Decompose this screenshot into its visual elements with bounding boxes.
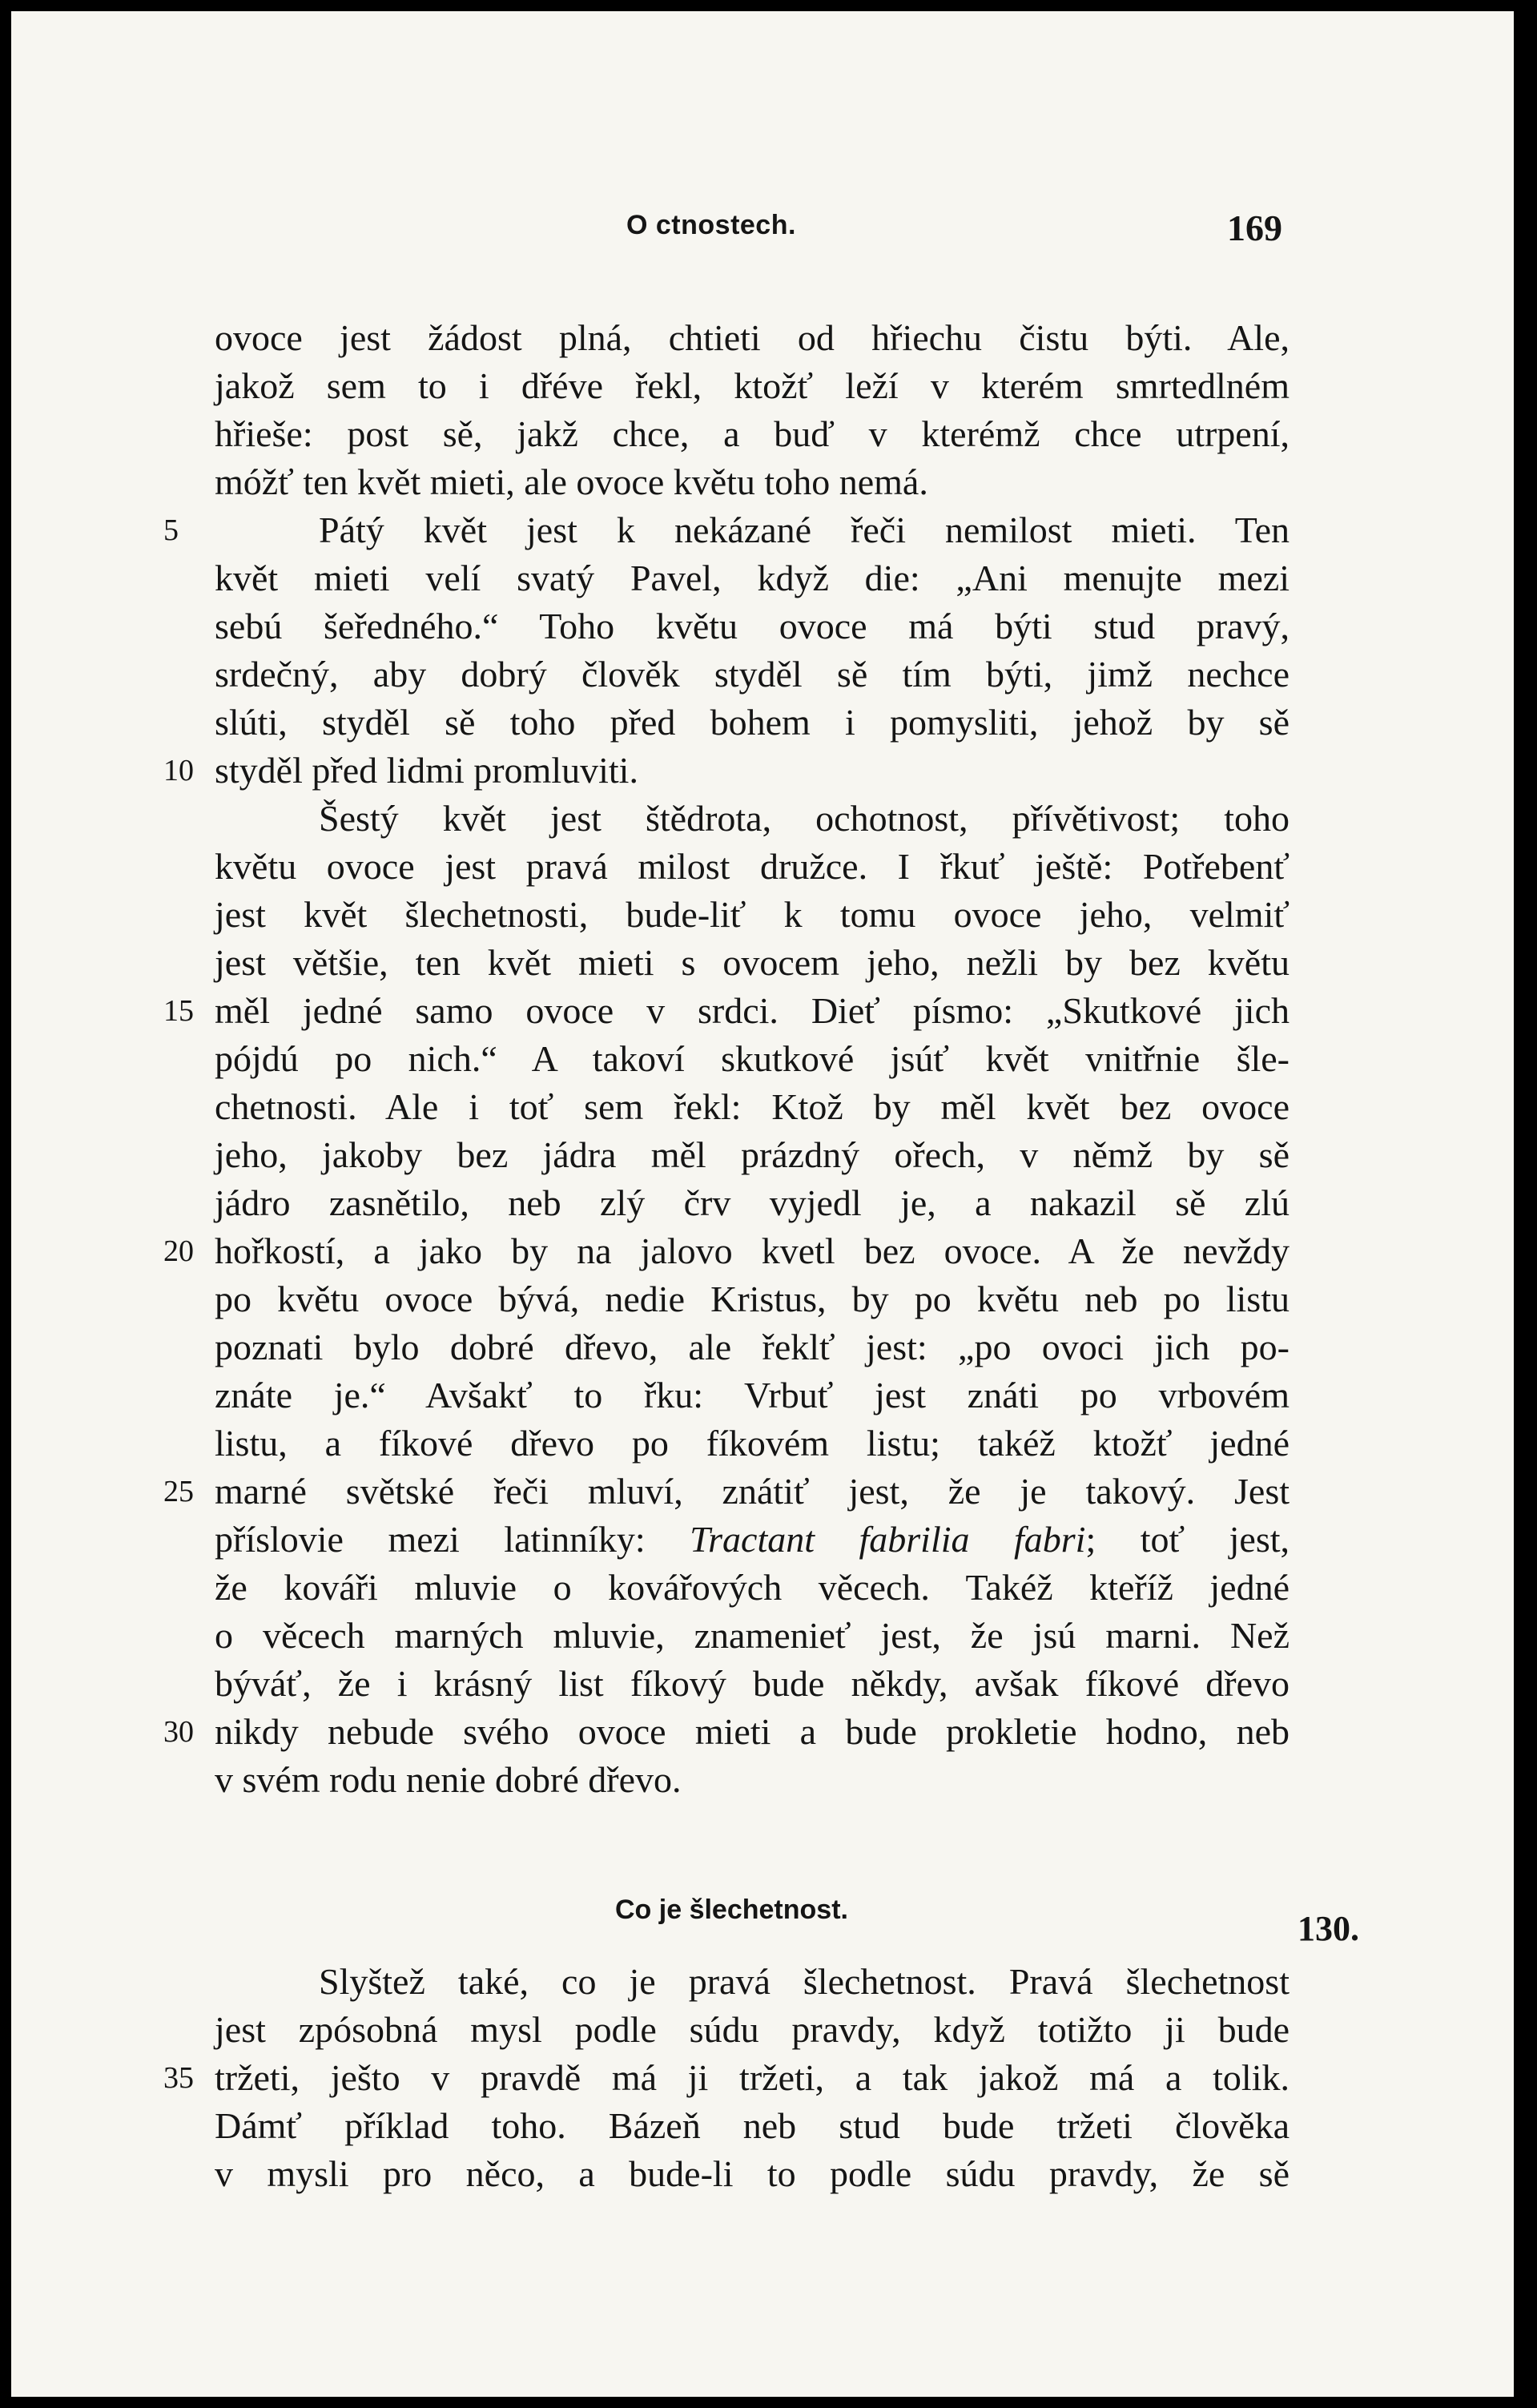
latin-proverb: Tractant fabrilia fabri	[690, 1519, 1086, 1560]
line-number: 25	[163, 1475, 194, 1508]
text-line: jakož sem to i dřéve řekl, ktožť leží v kterém smrtedlném	[215, 365, 1290, 406]
text-line: listu, a fíkové dřevo po fíkovém listu; takéž ktožť jedné	[215, 1423, 1290, 1464]
text-line: marné světské řeči mluví, znátiť jest, že je takový. Jest	[215, 1471, 1290, 1512]
line-number: 35	[163, 2061, 194, 2095]
text-line: chetnosti. Ale i toť sem řekl: Ktož by měl květ bez ovoce	[215, 1086, 1290, 1127]
text-line: Pátý květ jest k nekázané řeči nemilost mieti. Ten	[319, 509, 1290, 550]
section-number: 130.	[1298, 1909, 1359, 1948]
text-line: tržeti, ješto v pravdě má ji tržeti, a tak jakož má a tolik.	[215, 2057, 1290, 2098]
text-line: jest květ šlechetnosti, bude-liť k tomu ovoce jeho, velmiť	[215, 894, 1290, 935]
text-line: ovoce jest žádost plná, chtieti od hřiechu čistu býti. Ale,	[215, 317, 1290, 358]
running-head: O ctnostech.	[626, 210, 796, 240]
text-line: hřieše: post sě, jakž chce, a buď v kterémž chce utrpení,	[215, 413, 1290, 454]
text-line: srdečný, aby dobrý člověk styděl sě tím býti, jimž nechce	[215, 654, 1290, 695]
text-line: jádro zasnětilo, neb zlý črv vyjedl je, a nakazil sě zlú	[215, 1182, 1290, 1223]
page-number: 169	[1227, 207, 1282, 248]
text-line: v mysli pro něco, a bude-li to podle súdu pravdy, že sě	[215, 2153, 1290, 2194]
proverb-after: ; toť jest,	[1085, 1519, 1290, 1560]
text-line: o věcech marných mluvie, znamenieť jest, že jsú marni. Než	[215, 1615, 1290, 1656]
text-line: hořkostí, a jako by na jalovo kvetl bez ovoce. A že nevždy	[215, 1230, 1290, 1271]
text-line: jest většie, ten květ mieti s ovocem jeho, nežli by bez květu	[215, 942, 1290, 983]
text-line: že kováři mluvie o kovářových věcech. Takéž kteříž jedné	[215, 1567, 1290, 1608]
text-line: v svém rodu nenie dobré dřevo.	[215, 1759, 682, 1800]
text-line: měl jedné samo ovoce v srdci. Dieť písmo: „Skutkové jich	[215, 990, 1290, 1031]
line-number: 20	[163, 1234, 194, 1268]
text-line: Dámť příklad toho. Bázeň neb stud bude tržeti člověka	[215, 2105, 1290, 2146]
text-line: Šestý květ jest štědrota, ochotnost, přívětivost; toho	[319, 798, 1290, 839]
book-page	[11, 11, 1514, 2397]
text-line: Slyštež také, co je pravá šlechetnost. Pravá šlechetnost	[319, 1961, 1290, 2002]
line-number: 30	[163, 1715, 194, 1749]
line-number: 5	[163, 513, 179, 547]
text-line: jeho, jakoby bez jádra měl prázdný ořech, v němž by sě	[215, 1134, 1290, 1175]
text-line: květu ovoce jest pravá milost družce. I řkuť ještě: Potřebenť	[215, 846, 1290, 887]
proverb-before: příslovie mezi latinníky:	[215, 1519, 690, 1560]
text-line-proverb	[215, 1516, 1290, 1564]
line-number: 10	[163, 754, 194, 787]
section-title: Co je šlechetnost.	[615, 1895, 848, 1925]
text-line: nikdy nebude svého ovoce mieti a bude prokletie hodno, neb	[215, 1711, 1290, 1752]
text-line: býváť, že i krásný list fíkový bude někdy, avšak fíkové dřevo	[215, 1663, 1290, 1704]
text-line: móžť ten květ mieti, ale ovoce květu toho nemá.	[215, 461, 928, 502]
line-number: 15	[163, 994, 194, 1028]
text-line: sebú šeředného.“ Toho květu ovoce má býti stud pravý,	[215, 606, 1290, 646]
text-line: znáte je.“ Avšakť to řku: Vrbuť jest znáti po vrbovém	[215, 1375, 1290, 1415]
text-line: pójdú po nich.“ A takoví skutkové jsúť květ vnitřnie šle-	[215, 1038, 1290, 1079]
text-line: poznati bylo dobré dřevo, ale řeklť jest: „po ovoci jich po-	[215, 1327, 1290, 1367]
text-line: slúti, styděl sě toho před bohem i pomysliti, jehož by sě	[215, 702, 1290, 743]
text-line: květ mieti velí svatý Pavel, když die: „Ani menujte mezi	[215, 558, 1290, 598]
text-line: po květu ovoce bývá, nedie Kristus, by po květu neb po listu	[215, 1278, 1290, 1319]
text-line: styděl před lidmi promluviti.	[215, 750, 638, 791]
text-line: jest zpósobná mysl podle súdu pravdy, když totižto ji bude	[215, 2009, 1290, 2050]
